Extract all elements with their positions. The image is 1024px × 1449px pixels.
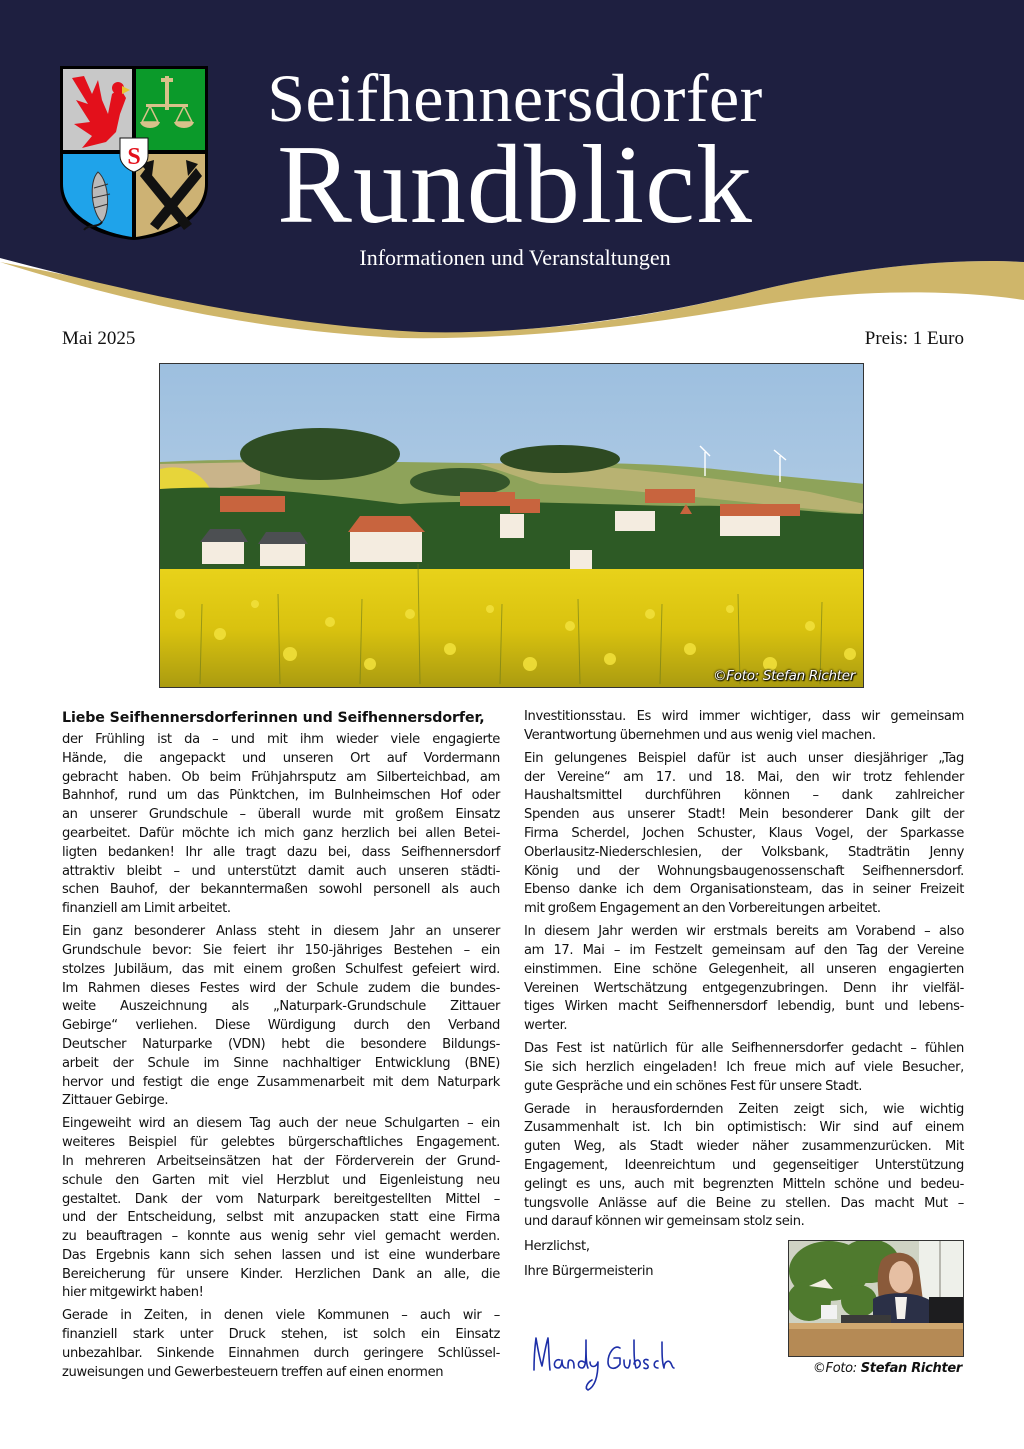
text-line: Gerade in Zeiten, in denen viele Kommunen – auch wir – xyxy=(62,1308,500,1324)
letter-greeting: Liebe Seifhennersdorferinnen und Seifhennersdorfer, xyxy=(62,710,485,726)
text-line: Bahnhof, rund um das Pünktchen, im Bulnheimschen Hof oder xyxy=(62,788,500,804)
text-line: weite Auszeichnung als „Naturpark-Grundschule Zittauer xyxy=(62,999,500,1015)
letter-column-right xyxy=(524,708,964,1236)
masthead-title-line1: Seifhennersdorfer xyxy=(267,60,763,136)
portrait-photo-credit xyxy=(813,1360,962,1378)
left-paragraphs xyxy=(62,731,500,1383)
text-line: Zittauer Gebirge. xyxy=(62,1093,169,1109)
masthead-title-line2: Rundblick xyxy=(277,123,753,247)
text-line: Verantwortung übernehmen und aus wenig viel machen. xyxy=(524,727,876,743)
hero-photo-credit: ©Foto: Stefan Richter xyxy=(713,668,855,684)
text-line: Engagement, Ideenreichtum und gegenseitiger Unterstützung xyxy=(524,1158,964,1174)
text-line: Oberlausitz-Niederschlesien, der Volksbank, Stadträtin Jenny xyxy=(524,844,964,860)
text-line: attraktiv bleibt – und unterstützt damit auch unseren städti- xyxy=(62,863,500,879)
text-line: schule den Garten mit viel Herzblut und Eigenleistung neu xyxy=(62,1172,500,1188)
hero-photo xyxy=(159,363,864,688)
text-line: Vereinen Wertschätzung entgegenzubringen. Denn ihr vielfäl- xyxy=(524,980,964,996)
text-line: Investitionsstau. Es wird immer wichtiger, dass wir gemeinsam xyxy=(524,709,964,724)
text-line: hier mitgewirkt haben! xyxy=(62,1285,204,1301)
text-line: ligten bedanken! Ihr alle tragt dazu bei, dass Seifhennersdorf xyxy=(62,844,500,860)
text-line: gebracht haben. Ob beim Frühjahrsputz am Silberteichbad, am xyxy=(62,769,500,785)
paragraph xyxy=(62,923,500,1111)
mayor-portrait-photo xyxy=(788,1240,964,1357)
text-line: mit großem Engagement an den Vorbereitungen arbeitet. xyxy=(524,901,881,917)
right-paragraphs xyxy=(524,708,964,1232)
closing-sender: Ihre Bürgermeisterin xyxy=(524,1263,654,1279)
handwritten-signature xyxy=(528,1330,678,1400)
text-line: werter. xyxy=(524,1018,568,1034)
coat-of-arms-icon xyxy=(58,64,210,242)
text-line: Ein ganz besonderer Anlass steht in diesem Jahr an unserer xyxy=(62,924,500,940)
text-line: einstimmen. Eine schöne Gelegenheit, all unseren engagierten xyxy=(524,961,964,977)
text-line: arbeit der Schule im Sinne nachhaltiger Entwicklung (BNE) xyxy=(62,1055,500,1071)
text-line: Sie sich herzlich eingeladen! Ich freue mich auf viele Besucher, xyxy=(524,1059,964,1075)
text-line: Hände, die angepackt und unseren Ort auf Vordermann xyxy=(62,750,500,766)
text-line: Grundschule bevor: Sie feiert ihr 150-jähriges Bestehen – ein xyxy=(62,942,500,958)
text-line: und der Entscheidung, selbst mit anzupacken statt eine Firma xyxy=(62,1210,500,1226)
text-line: stolzes Jubiläum, das mit einem großen Schulfest gefeiert wird. xyxy=(62,961,500,977)
closing-salutation: Herzlichst, xyxy=(524,1239,590,1254)
text-line: finanziell am Limit arbeitet. xyxy=(62,901,231,917)
text-line: Ebenso danke ich dem Organisationsteam, das in seiner Freizeit xyxy=(524,882,964,898)
text-line: tiges Wirken macht Seifhennersdorf lebendig, bunt und lebens- xyxy=(524,999,964,1015)
text-line: hervor und festigt die enge Zusammenarbeit mit dem Naturpark xyxy=(62,1074,500,1090)
portrait-credit-name: Stefan Richter xyxy=(860,1361,962,1376)
text-line: Eingeweiht wird an diesem Tag auch der neue Schulgarten – ein xyxy=(62,1116,500,1132)
text-line: zu beauftragen – konnte aus wenig sehr viel gemacht werden. xyxy=(62,1229,500,1245)
text-line: Firma Scherdel, Jochen Schuster, Klaus Vogel, der Sparkasse xyxy=(524,825,964,841)
paragraph xyxy=(524,750,964,919)
portrait-image xyxy=(789,1241,964,1357)
text-line: gestaltet. Dank der vom Naturpark bereitgestellten Mittel – xyxy=(62,1191,500,1207)
text-line: an unserer Grundschule – überall wurde mit großem Einsatz xyxy=(62,807,500,823)
text-line: In mehreren Arbeitseinsätzen hat der Förderverein der Grund- xyxy=(62,1153,500,1169)
letter-closing xyxy=(524,1238,653,1288)
text-line: tungsvolle Anlässe auf die Beine zu stellen. Das macht Mut – xyxy=(524,1195,964,1211)
text-line: gelingt es uns, auch mit begrenzten Mitteln schöne und bedeu- xyxy=(524,1176,964,1192)
text-line: Das Fest ist natürlich für alle Seifhennersdorfer gedacht – fühlen xyxy=(524,1041,964,1057)
text-line: König und der Wohnungsbaugenossenschaft Seifhennersdorf. xyxy=(524,863,964,879)
text-line: zuweisungen und Gewerbesteuern treffen auf einen enormen xyxy=(62,1364,444,1380)
text-line: unbezahlbar. Sinkende Einnahmen durch geringere Schlüssel- xyxy=(62,1346,500,1362)
text-line: Im Rahmen dieses Festes wird der Schule zudem die bundes- xyxy=(62,980,500,996)
text-line: Gebirge“ verliehen. Diese Würdigung durch den Verband xyxy=(62,1018,500,1034)
paragraph xyxy=(62,731,500,919)
masthead-subtitle: Informationen und Veranstaltungen xyxy=(359,245,671,270)
text-line: gearbeitet. Dafür möchte ich mich ganz herzlich bei allen Betei- xyxy=(62,825,500,841)
svg-text:S: S xyxy=(127,144,141,170)
text-line: Gerade in herausfordernden Zeiten zeigt sich, wie wichtig xyxy=(524,1101,964,1117)
text-line: Zusammenhalt ist. Ich bin optimistisch: Wir sind auf einem xyxy=(524,1120,964,1136)
letter-column-left xyxy=(62,708,500,1387)
text-line: weiteres Beispiel für gelebtes bürgerschaftliches Engagement. xyxy=(62,1135,500,1151)
paragraph xyxy=(524,923,964,1036)
text-line: Bereicherung für unsere Kinder. Herzlichen Dank an alle, die xyxy=(62,1266,500,1282)
paragraph xyxy=(62,1115,500,1303)
landscape-image xyxy=(160,364,864,688)
text-line: In diesem Jahr werden wir erstmals bereits am Vorabend – also xyxy=(524,924,964,940)
paragraph xyxy=(524,1101,964,1233)
paragraph xyxy=(524,708,964,746)
issue-date: Mai 2025 xyxy=(62,328,136,349)
portrait-credit-prefix: ©Foto: xyxy=(812,1361,861,1376)
paragraph xyxy=(62,1307,500,1382)
text-line: am 17. Mai – im Festzelt gemeinsam auf den Tag der Vereine xyxy=(524,942,964,958)
text-line: Haushaltsmittel durchführen können – dank zahlreicher xyxy=(524,788,964,804)
text-line: Das Ergebnis kann sich sehen lassen und ist eine wunderbare xyxy=(62,1247,500,1263)
text-line: gute Gespräche und ein schönes Fest für unsere Stadt. xyxy=(524,1078,863,1094)
text-line: und darauf können wir gemeinsam stolz sein. xyxy=(524,1214,805,1230)
text-line: guten Weg, als Stadt wieder näher zusammenzurücken. Mit xyxy=(524,1139,964,1155)
issue-price: Preis: 1 Euro xyxy=(864,328,964,349)
text-line: finanziell stark unter Druck stehen, ist solch ein Einsatz xyxy=(62,1327,500,1343)
text-line: Spenden aus unserer Stadt! Mein besonderer Dank gilt der xyxy=(524,807,964,823)
text-line: Deutscher Naturparke (VDN) hebt die besondere Bildungs- xyxy=(62,1036,500,1052)
text-line: schen Bauhof, der bekanntermaßen sowohl personell als auch xyxy=(62,882,500,898)
text-line: Ein gelungenes Beispiel dafür ist auch unser diesjähriger „Tag xyxy=(524,750,964,766)
text-line: der Vereine“ am 17. und 18. Mai, den wir trotz fehlender xyxy=(524,769,964,785)
text-line: der Frühling ist da – und mit ihm wieder viele engagierte xyxy=(62,732,500,747)
paragraph xyxy=(524,1040,964,1096)
